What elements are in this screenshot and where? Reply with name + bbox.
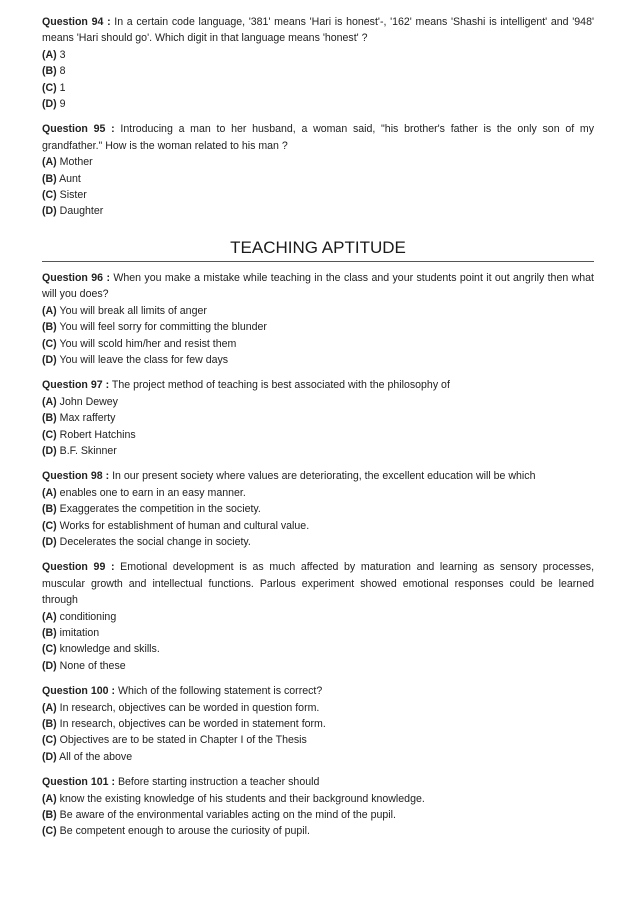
option-letter: (C) <box>42 825 57 838</box>
answer-option <box>42 410 594 426</box>
option-text: imitation <box>59 627 100 639</box>
option-letter: (B) <box>42 809 57 822</box>
option-letter: (C) <box>42 519 57 532</box>
answer-option <box>42 485 594 501</box>
question-number: Question 99 : <box>42 561 115 574</box>
option-letter: (B) <box>42 65 57 78</box>
option-letter: (D) <box>42 353 57 366</box>
answer-option <box>42 394 594 410</box>
answer-option <box>42 336 594 352</box>
option-text: 1 <box>59 81 66 94</box>
option-letter: (B) <box>42 321 57 334</box>
option-text: 8 <box>59 65 66 78</box>
question-text <box>42 468 594 484</box>
answer-option <box>42 518 594 534</box>
option-letter: (A) <box>42 701 57 714</box>
answer-option <box>42 303 594 319</box>
question-block <box>42 270 594 368</box>
question-block <box>42 774 594 840</box>
answer-option <box>42 534 594 550</box>
question-body: In our present society where values are deteriorating, the excellent education will be which <box>112 470 536 483</box>
option-letter: (A) <box>42 610 57 623</box>
option-letter: (C) <box>42 337 57 350</box>
option-letter: (C) <box>42 189 57 202</box>
question-text <box>42 774 594 790</box>
answer-option <box>42 625 594 641</box>
answer-option <box>42 47 594 63</box>
answer-option <box>42 427 594 443</box>
option-letter: (C) <box>42 428 57 441</box>
option-text: 3 <box>59 48 66 61</box>
question-text <box>42 377 594 393</box>
option-letter: (A) <box>42 48 57 61</box>
answer-option <box>42 203 594 219</box>
option-letter: (D) <box>42 535 57 548</box>
option-letter: (D) <box>42 205 57 218</box>
answer-option <box>42 641 594 657</box>
option-text: Exaggerates the competition in the society. <box>59 503 261 516</box>
answer-option <box>42 732 594 748</box>
question-block <box>42 14 594 112</box>
option-text: John Dewey <box>59 395 118 408</box>
question-number: Question 95 : <box>42 123 115 136</box>
answer-option <box>42 352 594 368</box>
option-text: Daughter <box>59 205 104 218</box>
option-text: You will scold him/her and resist them <box>59 337 237 350</box>
option-text: knowledge and skills. <box>59 643 160 656</box>
option-letter: (A) <box>42 395 57 408</box>
question-body: In a certain code language, '381' means 'Hari is honest'-, '162' means 'Shashi is intelligent' and '948' means 'Hari should go'. Which digit in that language means 'honest' ? <box>42 16 594 45</box>
option-text: Decelerates the social change in society. <box>59 535 251 548</box>
question-number: Question 97 : <box>42 379 110 392</box>
answer-option <box>42 749 594 765</box>
question-block <box>42 468 594 550</box>
section-heading: TEACHING APTITUDE <box>42 238 594 262</box>
option-letter: (D) <box>42 98 57 111</box>
question-body: Which of the following statement is correct? <box>117 685 323 698</box>
option-text: You will break all limits of anger <box>59 304 207 317</box>
option-letter: (B) <box>42 718 57 731</box>
option-text: Works for establishment of human and cultural value. <box>59 519 310 532</box>
question-body: The project method of teaching is best associated with the philosophy of <box>111 379 450 392</box>
answer-option <box>42 791 594 807</box>
answer-option <box>42 96 594 112</box>
option-text: You will feel sorry for committing the blunder <box>59 321 267 334</box>
option-letter: (A) <box>42 304 57 317</box>
option-letter: (B) <box>42 172 57 185</box>
answer-option <box>42 658 594 674</box>
option-text: Mother <box>59 156 93 169</box>
option-letter: (C) <box>42 643 57 656</box>
option-letter: (D) <box>42 444 57 457</box>
option-text: Be competent enough to arouse the curiosity of pupil. <box>59 825 310 838</box>
option-text: Objectives are to be stated in Chapter I of the Thesis <box>59 734 307 747</box>
option-text: Be aware of the environmental variables acting on the mind of the pupil. <box>59 809 396 822</box>
question-body: Emotional development is as much affected by maturation and learning as sensory processes, muscular growth and intellectual functions. Parlous experiment showed emotional responses could be learned through <box>42 561 595 607</box>
option-text: Aunt <box>59 172 81 185</box>
option-text: enables one to earn in an easy manner. <box>59 486 246 499</box>
question-block <box>42 559 594 674</box>
question-number: Question 100 : <box>42 685 115 698</box>
option-text: Max rafferty <box>59 412 116 425</box>
option-letter: (B) <box>42 627 57 639</box>
option-letter: (A) <box>42 792 57 805</box>
option-text: conditioning <box>59 610 117 623</box>
question-text <box>42 270 594 303</box>
answer-option <box>42 807 594 823</box>
option-letter: (B) <box>42 412 57 425</box>
question-block <box>42 683 594 765</box>
option-text: All of the above <box>59 750 133 763</box>
question-number: Question 96 : <box>42 271 110 284</box>
option-letter: (C) <box>42 734 57 747</box>
question-text <box>42 121 594 154</box>
option-text: In research, objectives can be worded in statement form. <box>59 718 326 731</box>
answer-option <box>42 443 594 459</box>
answer-option <box>42 63 594 79</box>
question-text <box>42 683 594 699</box>
answer-option <box>42 171 594 187</box>
answer-option <box>42 823 594 839</box>
option-text: Robert Hatchins <box>59 428 136 441</box>
option-letter: (A) <box>42 156 57 169</box>
option-text: In research, objectives can be worded in question form. <box>59 701 320 714</box>
question-number: Question 94 : <box>42 16 111 28</box>
question-number: Question 101 : <box>42 776 115 789</box>
option-text: 9 <box>59 98 66 111</box>
option-letter: (D) <box>42 750 57 763</box>
question-block <box>42 377 594 459</box>
option-text: None of these <box>59 659 126 672</box>
option-text: You will leave the class for few days <box>59 353 229 366</box>
question-body: Before starting instruction a teacher should <box>117 776 320 789</box>
option-text: know the existing knowledge of his students and their background knowledge. <box>59 792 425 805</box>
answer-option <box>42 319 594 335</box>
question-block <box>42 121 594 219</box>
question-body: Introducing a man to her husband, a woman said, "his brother's father is the only son of my grandfather." How is the woman related to his man ? <box>42 123 595 152</box>
option-letter: (B) <box>42 503 57 516</box>
answer-option <box>42 700 594 716</box>
question-body: When you make a mistake while teaching in the class and your students point it out angrily then what will you does? <box>42 271 594 301</box>
answer-option <box>42 154 594 170</box>
option-letter: (D) <box>42 659 57 672</box>
question-text <box>42 559 594 608</box>
option-letter: (C) <box>42 81 57 94</box>
answer-option <box>42 80 594 96</box>
answer-option <box>42 501 594 517</box>
option-text: Sister <box>59 189 87 202</box>
answer-option <box>42 187 594 203</box>
option-letter: (A) <box>42 486 57 499</box>
question-number: Question 98 : <box>42 470 110 483</box>
answer-option <box>42 716 594 732</box>
question-text <box>42 14 594 47</box>
answer-option <box>42 609 594 625</box>
option-text: B.F. Skinner <box>59 444 117 457</box>
